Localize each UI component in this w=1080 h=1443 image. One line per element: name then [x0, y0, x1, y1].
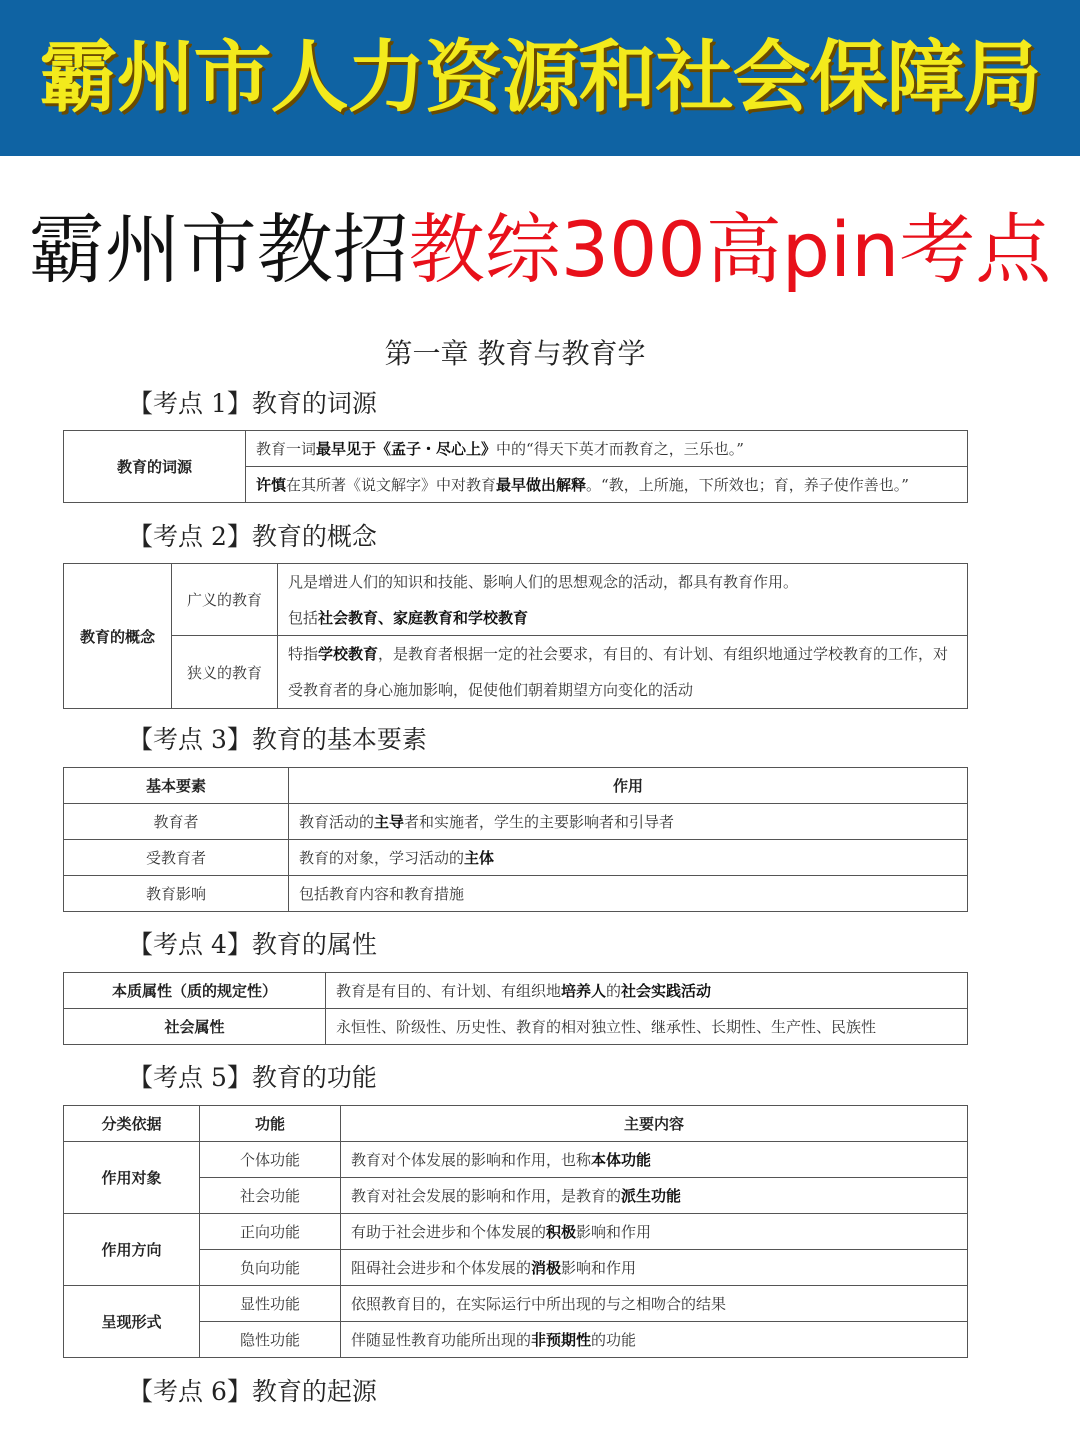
column-header: 分类依据 — [64, 1106, 200, 1142]
bold-text: 培养人 — [561, 982, 607, 1000]
kp1-heading: 【考点 1】教育的词源 — [128, 389, 377, 418]
text: 有助于社会进步和个体发展的 — [351, 1223, 547, 1241]
bold-text: 消极 — [531, 1259, 562, 1277]
kp2-table — [63, 563, 968, 709]
bold-text: 积极 — [546, 1223, 577, 1241]
kp2-heading: 【考点 2】教育的概念 — [128, 522, 377, 551]
text: 的功能 — [591, 1331, 637, 1349]
bold-text: 社会实践活动 — [621, 982, 712, 1000]
bold-text: 最早做出解释 — [496, 476, 587, 494]
table-row — [64, 1286, 968, 1322]
text: 。“教，上所施，下所效也；育，养子使作善也。” — [586, 476, 909, 494]
group-label: 作用方向 — [64, 1214, 200, 1286]
table-row — [64, 876, 968, 912]
attribute-name: 本质属性（质的规定性） — [64, 973, 326, 1009]
function-name: 正向功能 — [200, 1214, 341, 1250]
function-content — [341, 1250, 968, 1286]
text: 中的“得天下英才而教育之，三乐也。” — [496, 440, 744, 458]
chapter-title: 第一章 教育与教育学 — [384, 337, 646, 370]
bold-text: 非预期性 — [531, 1331, 592, 1349]
headline — [0, 200, 1080, 300]
kp4-table — [63, 972, 968, 1045]
column-header: 基本要素 — [64, 768, 289, 804]
table-row — [64, 1214, 968, 1250]
text: 特指 — [288, 645, 319, 663]
kp2-label: 教育的概念 — [64, 564, 172, 709]
kp5-heading: 【考点 5】教育的功能 — [128, 1063, 377, 1092]
table-row — [64, 1250, 968, 1286]
text: 影响和作用 — [576, 1223, 652, 1241]
bold-text: 社会教育、家庭教育和学校教育 — [318, 608, 529, 627]
text: 包括 — [288, 608, 319, 627]
element-name: 教育影响 — [64, 876, 289, 912]
kp2-narrow-text — [278, 636, 968, 709]
column-header: 主要内容 — [341, 1106, 968, 1142]
attribute-text — [326, 973, 968, 1009]
table-row — [64, 840, 968, 876]
group-label: 呈现形式 — [64, 1286, 200, 1358]
text: 者和实施者，学生的主要影响者和引导者 — [404, 813, 675, 831]
kp6-heading: 【考点 6】教育的起源 — [128, 1377, 377, 1406]
text: 阻碍社会进步和个体发展的 — [351, 1259, 532, 1277]
kp3-heading: 【考点 3】教育的基本要素 — [128, 725, 427, 754]
text: 教育对社会发展的影响和作用，是教育的 — [351, 1187, 622, 1205]
kp2-broad-line2 — [278, 600, 968, 636]
function-name: 社会功能 — [200, 1178, 341, 1214]
text: ，是教育者根据一定的社会要求，有目的、有计划、有组织地通过学校教育的工作，对受教育者的身心施加影响，促使他们朝着期望方向变化的活动 — [288, 645, 949, 699]
kp4-heading: 【考点 4】教育的属性 — [128, 930, 377, 959]
kp1-table — [63, 430, 968, 503]
text: 伴随显性教育功能所出现的 — [351, 1331, 532, 1349]
bold-text: 派生功能 — [621, 1187, 682, 1205]
text: 影响和作用 — [561, 1259, 637, 1277]
table-row — [64, 431, 968, 467]
text: 教育对个体发展的影响和作用，也称 — [351, 1151, 592, 1169]
column-header: 功能 — [200, 1106, 341, 1142]
table-row — [64, 1322, 968, 1358]
kp1-label: 教育的词源 — [64, 431, 246, 503]
table-row — [64, 804, 968, 840]
table-row — [64, 564, 968, 600]
attribute-text: 永恒性、阶级性、历史性、教育的相对独立性、继承性、长期性、生产性、民族性 — [326, 1009, 968, 1045]
attribute-name: 社会属性 — [64, 1009, 326, 1045]
element-role: 包括教育内容和教育措施 — [289, 876, 968, 912]
element-name: 受教育者 — [64, 840, 289, 876]
table-row — [64, 1178, 968, 1214]
kp2-broad-label: 广义的教育 — [172, 564, 278, 636]
headline-part1: 霸州市教招 — [28, 205, 409, 294]
text: 在其所著《说文解字》中对教育 — [286, 476, 497, 494]
header-banner — [0, 0, 1080, 156]
table-row — [64, 973, 968, 1009]
function-name: 显性功能 — [200, 1286, 341, 1322]
bold-text: 学校教育 — [318, 645, 379, 663]
bold-text: 主导 — [374, 813, 405, 831]
element-role — [289, 804, 968, 840]
column-header: 作用 — [289, 768, 968, 804]
kp2-narrow-label: 狭义的教育 — [172, 636, 278, 709]
text: 教育活动的 — [299, 813, 375, 831]
kp3-table — [63, 767, 968, 912]
function-content — [341, 1322, 968, 1358]
kp2-broad-line1: 凡是增进人们的知识和技能、影响人们的思想观念的活动，都具有教育作用。 — [278, 564, 968, 600]
text: 教育的对象，学习活动的 — [299, 849, 465, 867]
function-name: 个体功能 — [200, 1142, 341, 1178]
kp1-cell — [246, 467, 968, 503]
function-content — [341, 1142, 968, 1178]
table-header-row — [64, 768, 968, 804]
element-role — [289, 840, 968, 876]
text: 教育一词 — [256, 440, 317, 458]
text: 教育是有目的、有计划、有组织地 — [336, 982, 562, 1000]
table-header-row — [64, 1106, 968, 1142]
kp1-cell — [246, 431, 968, 467]
bold-text: 本体功能 — [591, 1151, 652, 1169]
group-label: 作用对象 — [64, 1142, 200, 1214]
function-content — [341, 1178, 968, 1214]
text: 的 — [606, 982, 622, 1000]
bold-text: 主体 — [464, 849, 495, 867]
table-row — [64, 1142, 968, 1178]
function-content: 依照教育目的，在实际运行中所出现的与之相吻合的结果 — [341, 1286, 968, 1322]
table-row — [64, 1009, 968, 1045]
kp5-table — [63, 1105, 968, 1358]
headline-part2: 教综300高pin考点 — [408, 205, 1052, 294]
function-name: 隐性功能 — [200, 1322, 341, 1358]
bold-text: 许慎 — [256, 476, 287, 494]
function-name: 负向功能 — [200, 1250, 341, 1286]
element-name: 教育者 — [64, 804, 289, 840]
banner-title: 霸州市人力资源和社会保障局 — [39, 33, 1041, 123]
bold-text: 最早见于《孟子・尽心上》 — [316, 440, 497, 458]
function-content — [341, 1214, 968, 1250]
